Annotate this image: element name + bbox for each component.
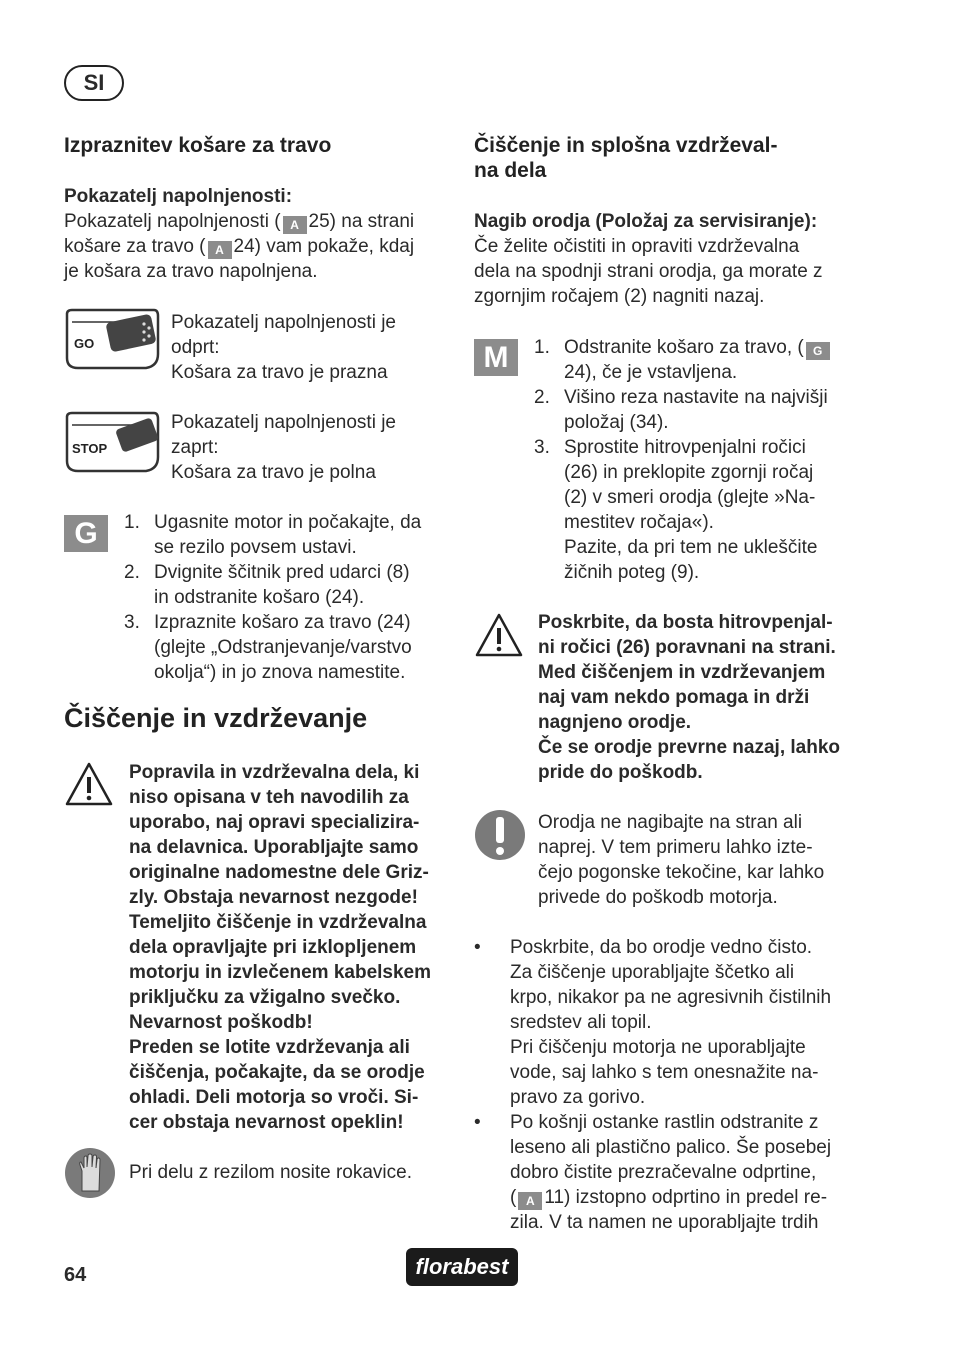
warning-icon xyxy=(474,612,524,658)
stop-indicator-icon xyxy=(64,411,160,475)
page-number: 64 xyxy=(64,1264,87,1286)
warning-icon xyxy=(64,761,114,807)
figure-ref-badge: A xyxy=(518,1192,542,1210)
heading-general-maintenance: Čiščenje in splošna vzdrževal- na dela xyxy=(474,134,778,182)
stop-indicator-text: Pokazatelj napolnjenosti je zaprt: Košara za travo je polna xyxy=(171,412,396,483)
figure-ref-badge: A xyxy=(283,216,307,234)
tilt-text: Če želite očistiti in opraviti vzdrževalna dela na spodnji strani orodja, ga morate z zgornjim ročajem (2) nagniti nazaj. xyxy=(474,236,823,307)
empty-steps-list xyxy=(124,510,454,685)
stop-label: STOP xyxy=(72,441,108,456)
fill-indicator-text: Pokazatelj napolnjenosti ( A 25) na strani košare za travo ( A 24) vam pokaže, kdaj je košara za travo napolnjena. xyxy=(64,211,415,282)
brand-logo: florabest xyxy=(406,1248,518,1286)
list-item: • Poskrbite, da bo orodje vedno čisto. Za čiščenje uporabljajte ščetko ali krpo, nikakor pa ne agresivnih čistilnih sredstev ali topil. Pri čiščenju motorja ne uporabljajte vode, saj lahko s tem onesnažite na- pravo za gorivo. xyxy=(474,937,832,1108)
list-item: 3. Sprostite hitrovpenjalni ročici (26) in preklopite zgornji ročaj (2) v smeri orodja (glejte »Na- mestitev ročaja«). Pazite, da pri tem ne ukleščite žičnih poteg (9). xyxy=(534,437,818,583)
note-text: Orodja ne nagibajte na stran ali naprej. V tem primeru lahko izte- čejo pogonske tekočine, kar lahko privede do poškodb motorja. xyxy=(538,812,825,908)
figure-m-badge: M xyxy=(474,339,518,376)
heading-cleaning-maintenance: Čiščenje in vzdrževanje xyxy=(64,703,368,733)
list-item: 2. Dvignite ščitnik pred udarci (8) in odstranite košaro (24). xyxy=(124,562,410,608)
warning-text-left: Popravila in vzdrževalna dela, ki niso opisana v teh navodilih za uporabo, naj opravi specializira- na delavnica. Uporabljajte samo originalne nadomestne dele Griz- zly. Obstaja nevarnost nezgode! Temeljito čiščenje in vzdrževalna dela opravljajte pri izklopljenem motorju in izvlečenem kabelskem priključku za vžigalno svečko. Nevarnost poškodb! Preden se lotite vzdrževanja ali čiščenja, počakajte, da se orodje ohladi. Deli motorja so vroči. Si- cer obstaja nevarnost opeklin! xyxy=(129,762,432,1133)
bullet-list xyxy=(474,935,874,1235)
fill-indicator-title: Pokazatelj napolnjenosti: xyxy=(64,186,293,207)
go-indicator-text: Pokazatelj napolnjenosti je odprt: Košara za travo je prazna xyxy=(171,312,396,383)
list-item: • Po košnji ostanke rastlin odstranite z leseno ali plastično palico. Še posebej dobro čistite prezračevalne odprtine, ( A 11) izstopno odprtino in predel re- zila. V ta namen ne uporabljajte trdih xyxy=(474,1112,832,1233)
list-item: 3. Izpraznite košaro za travo (24) (glejte „Odstranjevanje/varstvo okolja“) in jo znova namestite. xyxy=(124,612,412,683)
tilt-steps-list xyxy=(534,335,874,585)
list-item: 2. Višino reza nastavite na najvišji položaj (34). xyxy=(534,387,828,433)
figure-g-badge: G xyxy=(64,515,108,552)
list-item: 1. Ugasnite motor in počakajte, da se rezilo povsem ustavi. xyxy=(124,512,422,558)
figure-ref-badge: G xyxy=(806,342,830,360)
go-label: GO xyxy=(74,336,95,351)
go-indicator-icon xyxy=(64,308,160,372)
language-badge: SI xyxy=(64,65,124,101)
tilt-title: Nagib orodja (Položaj za servisiranje): xyxy=(474,211,818,232)
figure-ref-badge: A xyxy=(208,241,232,259)
warning-text-right: Poskrbite, da bosta hitrovpenjal- ni ročici (26) poravnani na strani. Med čiščenjem in vzdrževanjem naj vam nekdo pomaga in drži nagnjeno orodje. Če se orodje prevrne nazaj, lahko pride do poškodb. xyxy=(538,612,840,783)
exclamation-icon xyxy=(474,809,526,861)
list-item: 1. Odstranite košaro za travo, ( G 24), če je vstavljena. xyxy=(534,335,874,385)
glove-icon xyxy=(64,1147,116,1199)
heading-empty-basket: Izpraznitev košare za travo xyxy=(64,134,332,157)
glove-text: Pri delu z rezilom nosite rokavice. xyxy=(129,1162,412,1183)
